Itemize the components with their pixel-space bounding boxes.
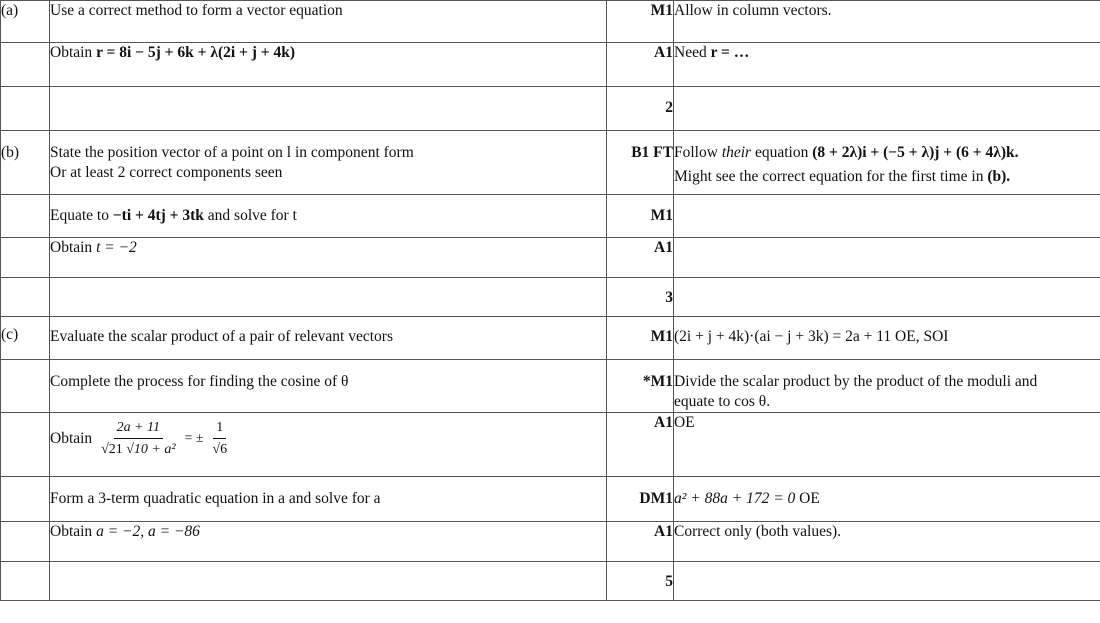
mark-code: M1	[607, 195, 674, 238]
mark-code: A1	[607, 522, 674, 562]
scheme-text: Obtain a = −2, a = −86	[50, 522, 607, 562]
table-row	[1, 522, 1100, 562]
mark-code: A1	[607, 413, 674, 477]
guidance-note: (2i + j + 4k)·(ai − j + 3k) = 2a + 11 OE, SOI	[674, 317, 1100, 360]
target-fraction: $\frac{1}{√6}$	[212, 420, 228, 458]
table-row	[1, 238, 1100, 278]
scheme-line: Or at least 2 correct components seen	[50, 164, 283, 182]
guidance-note: Divide the scalar product by the product of the moduli and equate to cos θ.	[674, 360, 1100, 413]
table-row	[1, 1, 1100, 43]
part-label: (b)	[1, 131, 50, 195]
table-row	[1, 562, 1100, 601]
part-label: (a)	[1, 1, 50, 43]
mark-code: A1	[607, 238, 674, 278]
table-row	[1, 413, 1100, 477]
scheme-text: Equate to −ti + 4tj + 3tk and solve for t	[50, 195, 607, 238]
table-row	[1, 360, 1100, 413]
guidance-note: OE	[674, 413, 1100, 477]
scheme-text	[50, 43, 607, 87]
table-row	[1, 43, 1100, 87]
mark-code: *M1	[607, 360, 674, 413]
table-row	[1, 317, 1100, 360]
scheme-prefix: Obtain	[50, 44, 93, 61]
guidance-note: Follow their equation (8 + 2λ)i + (−5 + λ)j + (6 + 4λ)k. Might see the correct equation for the first time in (b).	[674, 131, 1100, 195]
scheme-text: Form a 3-term quadratic equation in a and solve for a	[50, 477, 607, 522]
total-mark: 2	[607, 87, 674, 131]
table-row	[1, 278, 1100, 317]
scheme-line: State the position vector of a point on l in component form	[50, 144, 414, 161]
quadratic-equation: a² + 88a + 172 = 0	[674, 490, 796, 508]
part-label: (c)	[1, 317, 50, 360]
scheme-text: Evaluate the scalar product of a pair of relevant vectors	[50, 317, 607, 360]
vector-expression: −ti + 4tj + 3tk	[112, 207, 204, 224]
total-mark: 3	[607, 278, 674, 317]
scheme-text: Obtain t = −2	[50, 238, 607, 278]
mark-code: M1	[607, 317, 674, 360]
mark-code: M1	[607, 1, 674, 43]
table-row	[1, 477, 1100, 522]
guidance-note: Correct only (both values).	[674, 522, 1100, 562]
note-equation: (8 + 2λ)i + (−5 + λ)j + (6 + 4λ)k.	[812, 144, 1019, 161]
table-row	[1, 87, 1100, 131]
table-row	[1, 131, 1100, 195]
scheme-text: Complete the process for finding the cosine of θ	[50, 360, 607, 413]
guidance-note: Allow in column vectors.	[674, 1, 1100, 43]
cosine-fraction: $\frac{2a + 11}{\text{√21 √10 + a²}}$	[101, 420, 176, 458]
scheme-text	[50, 131, 607, 195]
note-equation: r = …	[710, 44, 750, 61]
guidance-note	[674, 43, 1100, 87]
scheme-text: Obtain $\frac{2a + 11}{\text{√21 √10 + a²}}$ = ± $\frac{1}{√6}$	[50, 413, 607, 477]
scalar-product-equation: (2i + j + 4k)·(ai − j + 3k) = 2a + 11	[674, 328, 892, 345]
mark-code: A1	[607, 43, 674, 87]
scheme-text: Use a correct method to form a vector equation	[50, 1, 607, 43]
table-row	[1, 195, 1100, 238]
mark-code: DM1	[607, 477, 674, 522]
vector-equation: r = 8i − 5j + 6k + λ(2i + j + 4k)	[96, 44, 296, 61]
total-mark: 5	[607, 562, 674, 601]
mark-code: B1 FT	[607, 131, 674, 195]
note-prefix: Need	[674, 44, 707, 61]
guidance-note: a² + 88a + 172 = 0 OE	[674, 477, 1100, 522]
